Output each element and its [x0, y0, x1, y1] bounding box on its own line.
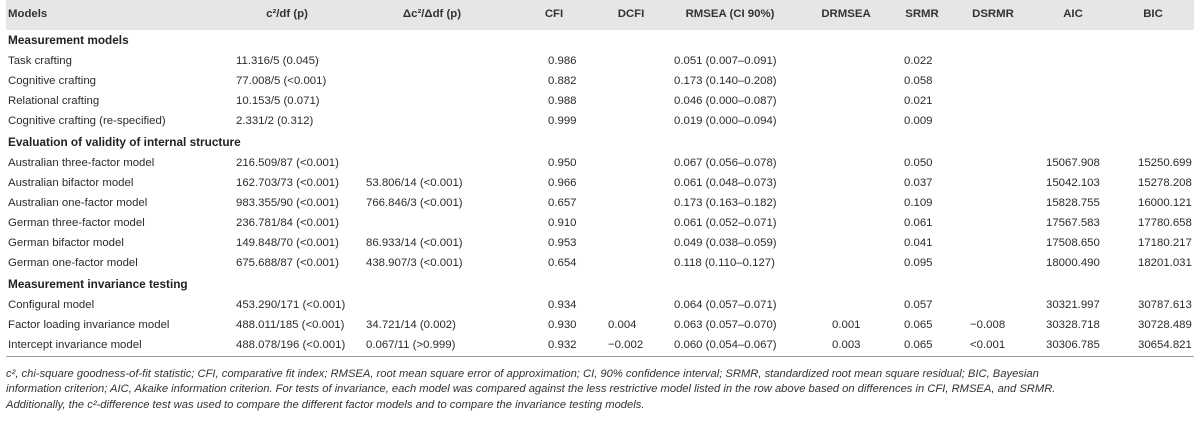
table-row — [6, 336, 1194, 356]
section-header-row — [6, 274, 1194, 296]
cell-bic — [1112, 92, 1194, 112]
cell-cfi: 0.966 — [548, 177, 577, 190]
cell-chi: 11.316/5 (0.045) — [236, 55, 319, 68]
cell-rmsea: 0.061 (0.052–0.071) — [674, 217, 777, 230]
header-drmsea: DRMSEA — [821, 8, 871, 21]
cell-chi: 162.703/73 (<0.001) — [236, 177, 339, 190]
cell-dcfi — [602, 234, 660, 254]
cell-dsrmr: <0.001 — [952, 336, 1034, 356]
cell-srmr: 0.065 — [892, 336, 952, 356]
cell-dsrmr — [952, 52, 1034, 72]
cell-chi: 488.011/185 (<0.001) — [236, 319, 345, 332]
cell-cfi: 0.932 — [506, 336, 602, 356]
cell-srmr: 0.058 — [904, 75, 933, 88]
cell-bic: 17780.658 — [1138, 217, 1192, 230]
table-footnote — [6, 367, 1194, 414]
table-row — [6, 316, 1194, 336]
cell-model: Task crafting — [8, 55, 72, 68]
cell-srmr: 0.050 — [904, 157, 933, 170]
table-body — [6, 30, 1194, 356]
header-delta-chi: Δc²/Δdf (p) — [402, 8, 462, 21]
cell-rmsea: 0.049 (0.038–0.059) — [674, 237, 777, 250]
cell-dchi: 0.067/11 (>0.999) — [358, 336, 506, 356]
footnote-line-2: information criterion; AIC, Akaike information criterion. For tests of invariance, each model was compared against the less restrictive model listed in the row above based on differences in CFI, RMSEA, and SRMR. — [6, 383, 1056, 395]
cell-srmr: 0.037 — [904, 177, 933, 190]
cell-cfi: 0.999 — [548, 115, 577, 128]
table-row — [6, 52, 1194, 72]
cell-srmr: 0.022 — [904, 55, 933, 68]
cell-dcfi — [602, 194, 660, 214]
section-header-row — [6, 30, 1194, 52]
cell-drmsea — [800, 194, 892, 214]
cell-dsrmr — [952, 112, 1034, 132]
cell-model: Australian bifactor model — [8, 177, 134, 190]
header-bic: BIC — [1143, 8, 1163, 21]
cell-srmr: 0.021 — [904, 95, 933, 108]
cell-aic: 30306.785 — [1034, 336, 1112, 356]
cell-srmr: 0.065 — [904, 319, 933, 332]
cell-rmsea: 0.173 (0.140–0.208) — [674, 75, 777, 88]
cell-cfi: 0.988 — [548, 95, 577, 108]
cell-rmsea: 0.064 (0.057–0.071) — [674, 299, 777, 312]
cell-bic: 30787.613 — [1138, 299, 1192, 312]
cell-model: Cognitive crafting (re-specified) — [8, 115, 166, 128]
cell-model: Cognitive crafting — [8, 75, 97, 88]
cell-bic: 30654.821 — [1112, 336, 1194, 356]
cell-dchi: 438.907/3 (<0.001) — [366, 257, 463, 270]
header-dcfi: DCFI — [617, 8, 645, 21]
table-row — [6, 92, 1194, 112]
table-row — [6, 112, 1194, 132]
cell-rmsea: 0.019 (0.000–0.094) — [674, 115, 777, 128]
cell-chi: 216.509/87 (<0.001) — [236, 157, 339, 170]
cell-dchi — [358, 112, 506, 132]
cell-model: Configural model — [8, 299, 95, 312]
cell-bic — [1112, 72, 1194, 92]
cell-drmsea — [800, 52, 892, 72]
cell-dsrmr — [952, 72, 1034, 92]
cell-srmr: 0.109 — [904, 197, 933, 210]
cell-dcfi: 0.004 — [608, 319, 637, 332]
cell-aic — [1034, 52, 1112, 72]
table-row — [6, 234, 1194, 254]
cell-dchi — [358, 214, 506, 234]
cell-bic — [1112, 112, 1194, 132]
cell-aic: 17508.650 — [1046, 237, 1100, 250]
section-title: Evaluation of validity of internal structure — [8, 135, 241, 150]
cell-dcfi — [602, 254, 660, 274]
header-row — [6, 0, 1194, 30]
cell-srmr: 0.009 — [904, 115, 933, 128]
cell-model: Intercept invariance model — [6, 336, 216, 356]
cell-drmsea — [800, 174, 892, 194]
cell-drmsea — [800, 254, 892, 274]
cell-chi: 2.331/2 (0.312) — [236, 115, 314, 128]
table-header — [6, 0, 1194, 30]
section-title: Measurement invariance testing — [8, 277, 188, 292]
cell-chi: 77.008/5 (<0.001) — [236, 75, 327, 88]
cell-dsrmr: −0.008 — [970, 319, 1006, 332]
cell-rmsea: 0.060 (0.054–0.067) — [660, 336, 800, 356]
cell-bic: 15250.699 — [1138, 157, 1192, 170]
cell-dchi — [358, 154, 506, 174]
cell-dsrmr — [952, 154, 1034, 174]
table-row — [6, 154, 1194, 174]
cell-drmsea — [800, 154, 892, 174]
header-models: Models — [8, 8, 48, 21]
cell-dchi: 34.721/14 (0.002) — [366, 319, 456, 332]
cell-model: Relational crafting — [8, 95, 100, 108]
cell-cfi: 0.950 — [548, 157, 577, 170]
cell-dcfi — [602, 92, 660, 112]
cell-dchi: 86.933/14 (<0.001) — [366, 237, 463, 250]
cell-bic: 18201.031 — [1138, 257, 1192, 270]
header-rmsea: RMSEA (CI 90%) — [685, 8, 775, 21]
cell-dcfi — [602, 72, 660, 92]
table-row — [6, 296, 1194, 316]
cell-drmsea — [800, 234, 892, 254]
cell-model: Australian one-factor model — [8, 197, 148, 210]
cell-dcfi: −0.002 — [602, 336, 660, 356]
cell-model: German bifactor model — [8, 237, 124, 250]
cell-srmr: 0.061 — [904, 217, 933, 230]
cell-cfi: 0.934 — [548, 299, 577, 312]
header-cfi: CFI — [544, 8, 564, 21]
cell-drmsea — [800, 296, 892, 316]
cell-bic: 30728.489 — [1138, 319, 1192, 332]
cell-dsrmr — [952, 234, 1034, 254]
footnote-line-1: c², chi-square goodness-of-fit statistic; CFI, comparative fit index; RMSEA, root mean square error of approximation; CI, 90% confidence interval; SRMR, standardized root mean square residual; BIC, Bayesian — [6, 367, 1039, 380]
cell-cfi: 0.882 — [548, 75, 577, 88]
cell-aic: 30328.718 — [1046, 319, 1100, 332]
cell-drmsea: 0.001 — [832, 319, 861, 332]
cell-chi: 488.078/196 (<0.001) — [216, 336, 358, 356]
cell-cfi: 0.910 — [548, 217, 577, 230]
cell-aic — [1034, 92, 1112, 112]
cell-dsrmr — [952, 92, 1034, 112]
cell-model: Australian three-factor model — [8, 157, 155, 170]
cell-model: Factor loading invariance model — [8, 319, 170, 332]
cell-rmsea: 0.061 (0.048–0.073) — [674, 177, 777, 190]
section-title: Measurement models — [8, 33, 129, 48]
cell-aic — [1034, 72, 1112, 92]
cell-dsrmr — [952, 296, 1034, 316]
cell-chi: 10.153/5 (0.071) — [236, 95, 320, 108]
cell-model: German three-factor model — [8, 217, 145, 230]
cell-dsrmr — [952, 194, 1034, 214]
cell-bic — [1112, 52, 1194, 72]
cell-dcfi — [602, 154, 660, 174]
cell-chi: 236.781/84 (<0.001) — [236, 217, 339, 230]
header-aic: AIC — [1063, 8, 1083, 21]
header-dsrmr: DSRMR — [972, 8, 1014, 21]
cell-dsrmr — [952, 254, 1034, 274]
table-row — [6, 194, 1194, 214]
cell-dcfi — [602, 52, 660, 72]
cell-drmsea — [800, 214, 892, 234]
cell-dchi — [358, 92, 506, 112]
cell-rmsea: 0.173 (0.163–0.182) — [674, 197, 777, 210]
cell-rmsea: 0.118 (0.110–0.127) — [674, 257, 775, 270]
cell-cfi: 0.986 — [548, 55, 577, 68]
cell-bic: 16000.121 — [1138, 197, 1192, 210]
table-row — [6, 72, 1194, 92]
footnote-line-3: Additionally, the c²-difference test was used to compare the different factor models and to compare the invariance testing models. — [6, 398, 645, 411]
cell-chi: 149.848/70 (<0.001) — [236, 237, 339, 250]
cell-rmsea: 0.046 (0.000–0.087) — [674, 95, 777, 108]
cell-dsrmr — [952, 174, 1034, 194]
cell-bic: 15278.208 — [1138, 177, 1192, 190]
cell-srmr: 0.041 — [904, 237, 933, 250]
section-header-row — [6, 132, 1194, 154]
cell-dchi — [358, 72, 506, 92]
cell-drmsea — [800, 72, 892, 92]
fit-indices-table — [6, 0, 1194, 357]
cell-srmr: 0.057 — [904, 299, 933, 312]
cell-cfi: 0.654 — [548, 257, 577, 270]
cell-aic: 15042.103 — [1046, 177, 1100, 190]
cell-dsrmr — [952, 214, 1034, 234]
cell-aic: 18000.490 — [1046, 257, 1100, 270]
cell-rmsea: 0.067 (0.056–0.078) — [674, 157, 777, 170]
cell-chi: 983.355/90 (<0.001) — [236, 197, 339, 210]
cell-cfi: 0.953 — [548, 237, 577, 250]
cell-dchi — [358, 52, 506, 72]
cell-aic: 15067.908 — [1046, 157, 1100, 170]
cell-drmsea — [800, 92, 892, 112]
table-row — [6, 174, 1194, 194]
table-row — [6, 214, 1194, 234]
cell-dchi: 766.846/3 (<0.001) — [366, 197, 463, 210]
table-row — [6, 254, 1194, 274]
cell-rmsea: 0.051 (0.007–0.091) — [674, 55, 777, 68]
cell-drmsea: 0.003 — [800, 336, 892, 356]
cell-dcfi — [602, 112, 660, 132]
cell-drmsea — [800, 112, 892, 132]
cell-bic: 17180.217 — [1138, 237, 1192, 250]
cell-dcfi — [602, 174, 660, 194]
cell-srmr: 0.095 — [904, 257, 933, 270]
cell-chi: 453.290/171 (<0.001) — [236, 299, 346, 312]
cell-dchi: 53.806/14 (<0.001) — [366, 177, 463, 190]
cell-rmsea: 0.063 (0.057–0.070) — [674, 319, 777, 332]
header-srmr: SRMR — [905, 8, 939, 21]
cell-cfi: 0.657 — [548, 197, 577, 210]
header-chi: c²/df (p) — [266, 8, 308, 21]
cell-aic: 30321.997 — [1046, 299, 1100, 312]
cell-aic — [1034, 112, 1112, 132]
cell-dcfi — [602, 296, 660, 316]
cell-dchi — [358, 296, 506, 316]
cell-model: German one-factor model — [8, 257, 138, 270]
cell-dcfi — [602, 214, 660, 234]
cell-chi: 675.688/87 (<0.001) — [236, 257, 339, 270]
cell-aic: 17567.583 — [1046, 217, 1100, 230]
cell-cfi: 0.930 — [548, 319, 577, 332]
cell-aic: 15828.755 — [1046, 197, 1100, 210]
